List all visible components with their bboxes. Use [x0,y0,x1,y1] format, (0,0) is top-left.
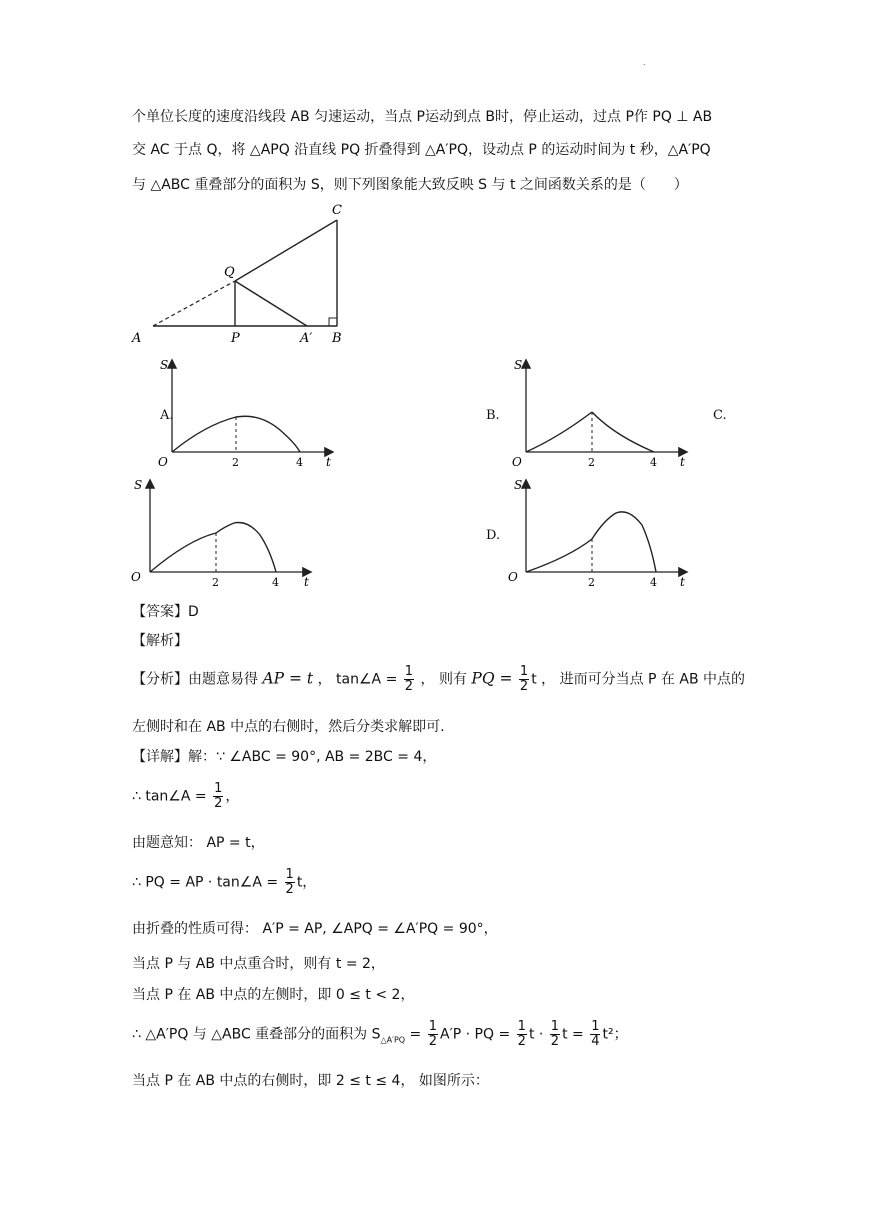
detail-area-mid1: A′P · PQ = [440,1026,511,1043]
detail-line-3: 由题意知： AP = t， [132,835,265,851]
detail-comma: ， [225,788,240,805]
problem-line-3: 与 △ABC 重叠部分的面积为 S，则下列图象能大致反映 S 与 t 之间函数关系的是（ ） [132,177,688,193]
label-c: C [332,203,342,218]
origin-label: O [512,455,522,469]
origin-label: O [508,570,518,584]
fraction-one-half: $\frac{1}{2}$ [519,664,529,694]
detail-area-end: t²； [602,1026,628,1043]
tick-4: 4 [650,576,657,589]
detail-line-9: 当点 P 在 AB 中点的右侧时，即 2 ≤ t ≤ 4， 如图所示： [132,1073,489,1089]
analysis-ap: AP = t [262,669,314,688]
analysis-line-1 [132,665,745,694]
fraction-one-half: $\frac{1}{2}$ [285,867,294,897]
fraction-one-half: $\frac{1}{2}$ [404,664,414,694]
analysis-tan: ， tan∠A = [317,671,398,688]
triangle-figure [125,198,355,348]
graph-option-d [504,475,694,590]
graph-option-a [150,355,340,470]
detail-area-subscript: △A′PQ [380,1035,406,1045]
axis-s-label: S [514,358,523,372]
fraction-one-half: $\frac{1}{2}$ [428,1019,437,1049]
tick-4: 4 [296,456,303,469]
detail-pq: ∴ PQ = AP · tan∠A = [132,874,279,891]
answer-line: 【答案】D [132,604,199,620]
origin-label: O [158,455,168,469]
detail-area-text: ∴ △A′PQ 与 △ABC 重叠部分的面积为 S [132,1026,381,1043]
detail-pq-end: t， [296,874,317,891]
detail-tan: ∴ tan∠A = [132,788,207,805]
label-p: P [231,331,240,346]
tick-4: 4 [650,456,657,469]
axis-s-label: S [514,478,523,492]
tick-2: 2 [232,456,239,469]
tick-2: 2 [588,456,595,469]
option-c-label[interactable]: C. [713,408,727,423]
detail-line-5: 由折叠的性质可得： A′P = AP, ∠APQ = ∠A′PQ = 90°， [132,921,498,937]
detail-area-eq: = [405,1026,426,1043]
fraction-one-half: $\frac{1}{2}$ [550,1019,560,1049]
axis-t-label: t [326,455,331,469]
option-a-label[interactable]: A. [160,408,174,423]
analysis-pq: PQ = [471,669,513,688]
axis-t-label: t [304,575,309,589]
analysis-then: ， 则有 [420,671,467,688]
analysis-rest: t ， 进而可分当点 P 在 AB 中点的 [531,671,746,688]
detail-line-8 [132,1020,628,1049]
detail-line-1: 【详解】解：∵ ∠ABC = 90°, AB = 2BC = 4， [132,749,437,765]
analysis-prefix: 【分析】由题意易得 [132,671,258,688]
axis-t-label: t [680,455,685,469]
analysis-title: 【解析】 [132,633,188,649]
tick-2: 2 [212,576,219,589]
axis-t-label: t [680,575,685,589]
detail-line-2 [132,782,239,811]
tick-4: 4 [272,576,279,589]
option-b-label[interactable]: B. [486,408,500,423]
analysis-line-2: 左侧时和在 AB 中点的右侧时，然后分类求解即可. [132,719,445,735]
label-a: A [132,331,142,346]
option-d-label[interactable]: D. [486,528,501,543]
axis-s-label: S [134,478,143,492]
problem-line-1: 个单位长度的速度沿线段 AB 匀速运动，当点 P运动到点 B时，停止运动，过点 P作 PQ ⊥ AB [132,109,713,125]
problem-line-2: 交 AC 于点 Q，将 △APQ 沿直线 PQ 折叠得到 △A′PQ，设动点 P 的运动时间为 t 秒，△A′PQ [132,142,711,158]
detail-line-4 [132,868,316,897]
axis-s-label: S [160,358,169,372]
fraction-one-half: $\frac{1}{2}$ [517,1019,526,1049]
fraction-one-quarter: $\frac{1}{4}$ [591,1019,600,1049]
graph-option-b [504,355,694,470]
origin-label: O [131,570,141,584]
tick-2: 2 [588,576,595,589]
label-b: B [332,331,342,346]
detail-line-6: 当点 P 与 AB 中点重合时，则有 t = 2， [132,956,385,972]
detail-line-7: 当点 P 在 AB 中点的左侧时，即 0 ≤ t < 2， [132,987,415,1003]
detail-area-mid3: t = [562,1026,584,1043]
fraction-one-half: $\frac{1}{2}$ [214,781,223,811]
corner-mark: . [643,58,646,67]
label-a-prime: A′ [300,331,313,346]
graph-option-c [128,475,318,590]
detail-area-mid2: t · [528,1026,544,1043]
label-q: Q [224,265,235,280]
